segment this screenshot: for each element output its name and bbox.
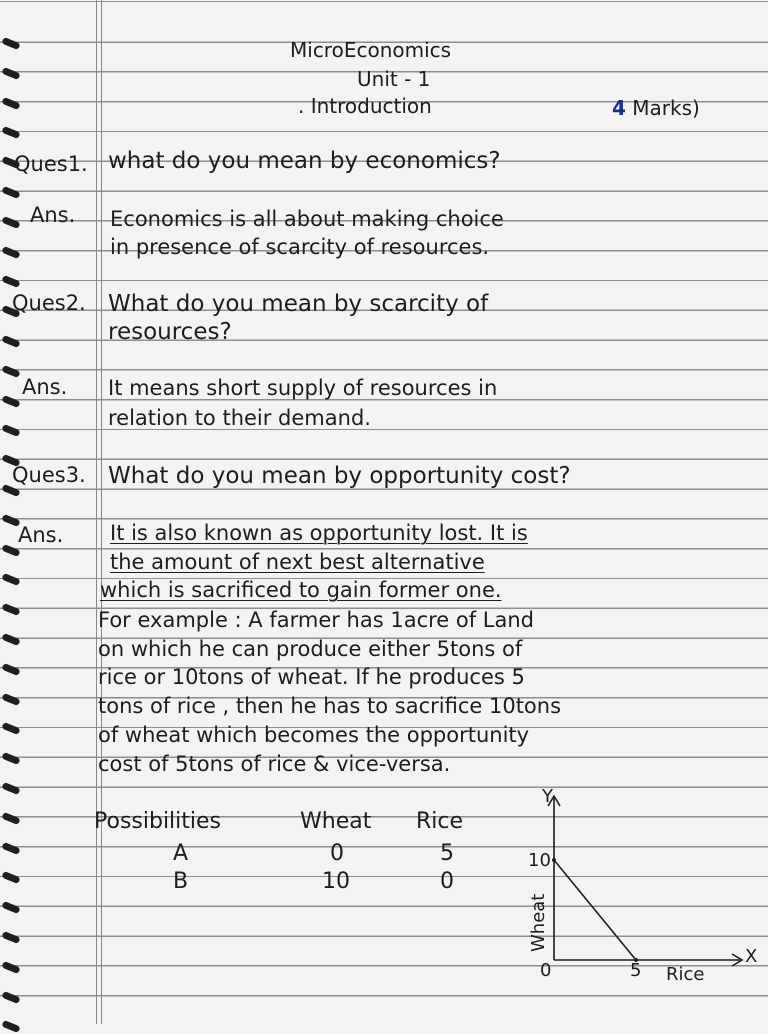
marks-label: Marks)	[632, 96, 700, 120]
margin-line-right	[101, 0, 102, 1024]
question-2-line-2: resources?	[108, 319, 232, 345]
answer-3-line-9: cost of 5tons of rice & vice-versa.	[98, 752, 451, 776]
y-axis-label: Wheat	[528, 893, 549, 952]
table-row-b-wheat: 10	[322, 869, 350, 894]
answer-3-line-8: of wheat which becomes the opportunity	[98, 723, 530, 747]
table-row-b-label: B	[173, 869, 189, 894]
spiral-loop	[1, 722, 20, 735]
question-label-2: Ques2.	[12, 291, 86, 315]
spiral-loop	[1, 812, 20, 825]
question-1-line-1: what do you mean by economics?	[108, 148, 501, 174]
spiral-loop	[1, 394, 20, 407]
y-axis-name: Y	[542, 786, 553, 807]
answer-3-line-5: on which he can produce either 5tons of	[98, 637, 523, 661]
spiral-loop	[1, 186, 20, 199]
marks-number: 4	[612, 96, 626, 120]
spiral-loop	[1, 275, 20, 288]
answer-3-line-3: which is sacrificed to gain former one.	[100, 578, 502, 602]
table-row-a-rice: 5	[440, 841, 454, 866]
question-label-3: Ques3.	[12, 463, 86, 487]
spiral-loop	[1, 424, 20, 437]
spiral-loop	[1, 126, 20, 139]
series-line	[554, 860, 636, 960]
spiral-loop	[1, 335, 20, 348]
margin-line-left	[96, 0, 97, 1024]
question-2-line-1: What do you mean by scarcity of	[108, 291, 489, 317]
table-row-b-rice: 0	[440, 869, 454, 894]
spiral-loop	[1, 782, 20, 795]
answer-2-line-1: It means short supply of resources in	[108, 376, 498, 400]
page-title-subject: MicroEconomics	[290, 38, 452, 62]
answer-label-2: Ans.	[22, 375, 68, 399]
data-point	[552, 858, 556, 862]
spiral-loop	[1, 961, 20, 974]
table-header-wheat: Wheat	[300, 809, 372, 834]
spiral-loop	[1, 871, 20, 884]
spiral-loop	[1, 931, 20, 944]
spiral-loop	[1, 692, 20, 705]
page-title-unit: Unit - 1	[357, 67, 431, 91]
ppc-graph	[520, 780, 766, 992]
spiral-loop	[1, 216, 20, 229]
answer-label-3: Ans.	[18, 523, 64, 547]
spiral-loop	[1, 752, 20, 765]
answer-1-line-1: Economics is all about making choice	[110, 207, 504, 231]
spiral-loop	[1, 841, 20, 854]
y-tick-label: 10	[528, 850, 551, 871]
spiral-loop	[1, 37, 20, 50]
answer-3-line-6: rice or 10tons of wheat. If he produces 5	[98, 665, 525, 689]
spiral-loop	[1, 990, 20, 1003]
spiral-loop	[1, 633, 20, 646]
spiral-loop	[1, 96, 20, 109]
question-3-line-1: What do you mean by opportunity cost?	[108, 463, 571, 489]
answer-3-line-1: It is also known as opportunity lost. It is	[110, 521, 528, 545]
marks-note	[612, 98, 700, 118]
page-title-topic: . Introduction	[298, 94, 432, 118]
table-header-rice: Rice	[416, 809, 464, 834]
x-tick-label: 5	[630, 960, 642, 981]
x-axis-name: X	[745, 946, 758, 967]
answer-label-1: Ans.	[30, 203, 76, 227]
table-row-a-label: A	[173, 841, 189, 866]
spiral-loop	[1, 67, 20, 80]
spiral-loop	[1, 1020, 20, 1033]
origin-label: 0	[540, 960, 552, 981]
answer-3-line-7: tons of rice , then he has to sacrifice 10tons	[98, 694, 562, 718]
spiral-loop	[1, 603, 20, 616]
spiral-loop	[1, 901, 20, 914]
answer-3-line-4: For example : A farmer has 1acre of Land	[98, 608, 535, 632]
spiral-loop	[1, 245, 20, 258]
spiral-loop	[1, 365, 20, 378]
spiral-loop	[1, 573, 20, 586]
table-header-possibilities: Possibilities	[94, 809, 222, 834]
question-label-1: Ques1.	[14, 152, 88, 176]
answer-2-line-2: relation to their demand.	[108, 406, 371, 430]
answer-3-line-2: the amount of next best alternative	[110, 550, 485, 574]
answer-1-line-2: in presence of scarcity of resources.	[110, 235, 490, 259]
x-axis-label: Rice	[666, 964, 705, 985]
table-row-a-wheat: 0	[330, 841, 344, 866]
spiral-loop	[1, 663, 20, 676]
